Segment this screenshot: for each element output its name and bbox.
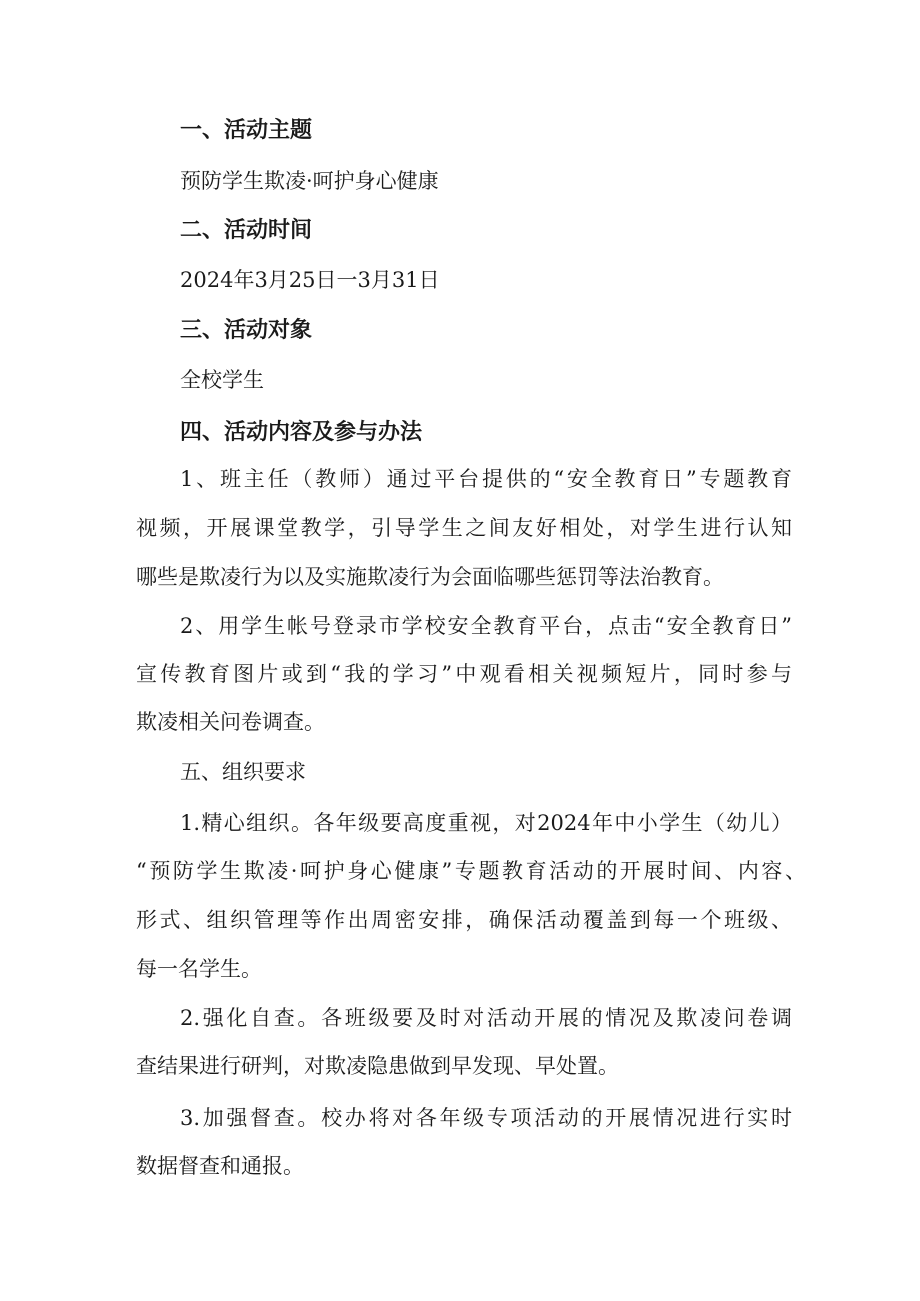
paragraph-line: 3.加强督查。校办将对各年级专项活动的开展情况进行实时 (180, 1106, 792, 1130)
section-heading-content: 四、活动内容及参与办法 (180, 420, 423, 445)
paragraph-line: 1、班主任（教师）通过平台提供的“安全教育日”专题教育 (180, 467, 792, 491)
paragraph-line: 形式、组织管理等作出周密安排，确保活动覆盖到每一个班级、 (136, 908, 792, 932)
paragraph-line: 每一名学生。 (136, 957, 262, 981)
paragraph-line: 查结果进行研判，对欺凌隐患做到早发现、早处置。 (136, 1054, 619, 1078)
time-text: 2024年3月25日一3月31日 (180, 268, 440, 292)
section-heading-theme: 一、活动主题 (180, 118, 313, 143)
target-text: 全校学生 (180, 368, 264, 392)
theme-text: 预防学生欺凌·呵护身心健康 (180, 169, 439, 193)
paragraph-line: 2.强化自查。各班级要及时对活动开展的情况及欺凌问卷调 (180, 1006, 792, 1030)
paragraph-line: 1.精心组织。各年级要高度重视，对2024年中小学生（幼儿） (180, 811, 792, 835)
paragraph-line: 哪些是欺凌行为以及实施欺凌行为会面临哪些惩罚等法治教育。 (136, 565, 724, 589)
section-heading-target: 三、活动对象 (180, 318, 313, 343)
paragraph-line: “预防学生欺凌·呵护身心健康”专题教育活动的开展时间、内容、 (136, 859, 806, 883)
paragraph-line: 宣传教育图片或到“我的学习”中观看相关视频短片，同时参与 (136, 662, 792, 686)
paragraph-line: 2、用学生帐号登录市学校安全教育平台，点击“安全教育日” (180, 614, 792, 638)
paragraph-line: 欺凌相关问卷调查。 (136, 710, 325, 734)
paragraph-line: 数据督查和通报。 (136, 1154, 304, 1178)
section-heading-requirements: 五、组织要求 (180, 760, 306, 784)
paragraph-line: 视频，开展课堂教学，引导学生之间友好相处，对学生进行认知 (136, 516, 792, 540)
section-heading-time: 二、活动时间 (180, 218, 313, 243)
